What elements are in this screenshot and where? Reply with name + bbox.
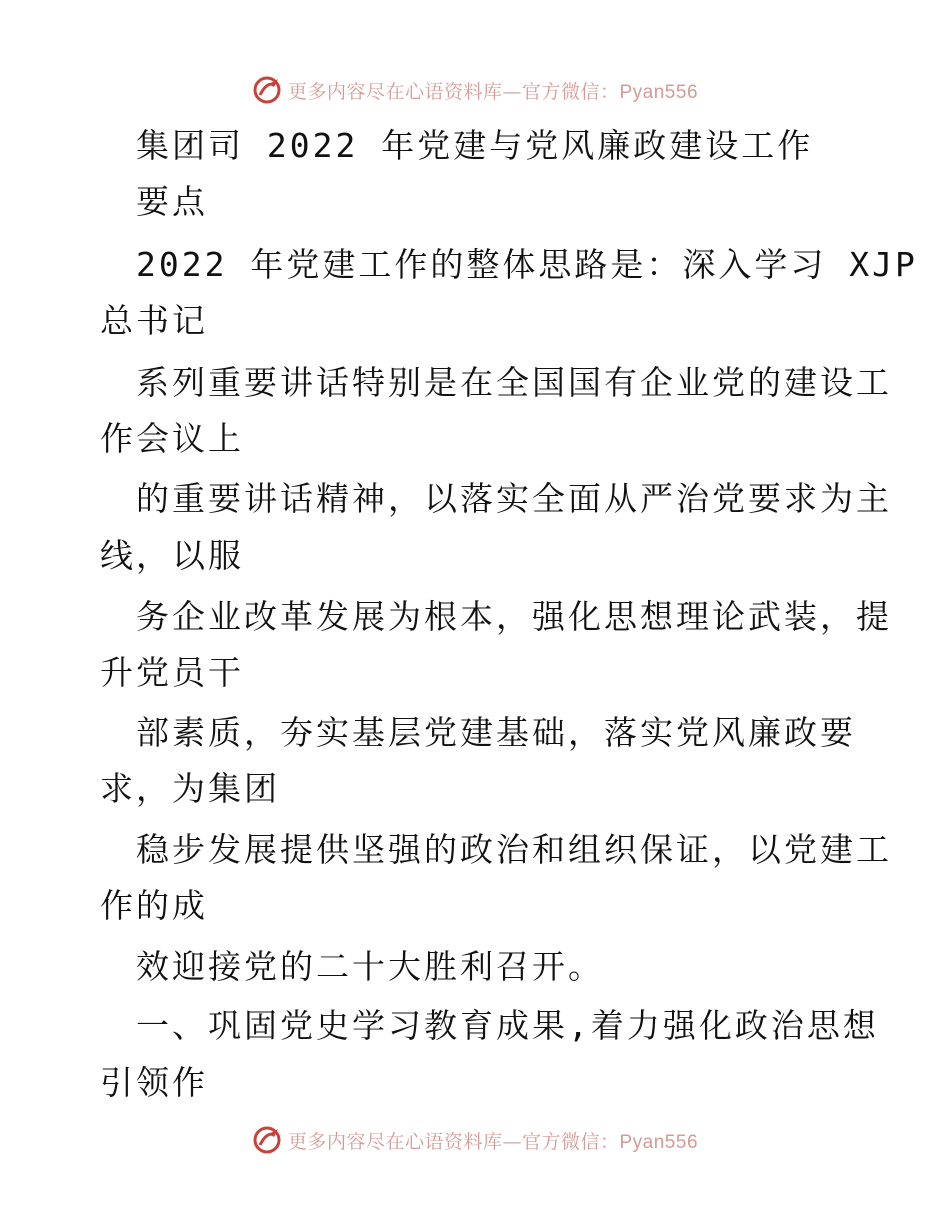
- paragraph-line: 的重要讲话精神，以落实全面从严治党要求为主: [136, 479, 892, 518]
- paragraph-line: 稳步发展提供坚强的政治和组织保证，以党建工: [136, 830, 892, 869]
- watermark-text: [288, 1127, 698, 1154]
- watermark-dash: —: [502, 80, 522, 103]
- footer-watermark: [0, 1120, 950, 1160]
- paragraph-line: 效迎接党的二十大胜利召开。: [136, 947, 604, 986]
- paragraph-line: 线，以服: [100, 536, 244, 575]
- section-heading-line: 引领作: [100, 1063, 208, 1102]
- watermark-official-label: 官方微信：: [521, 80, 620, 103]
- watermark-main-text: 更多内容尽在心语资料库: [287, 80, 503, 103]
- section-heading-line: 一、巩固党史学习教育成果,着力强化政治思想: [136, 1006, 879, 1045]
- header-watermark: [0, 70, 950, 110]
- paragraph-line: 求，为集团: [100, 769, 280, 808]
- watermark-main-text: 更多内容尽在心语资料库: [287, 1130, 503, 1153]
- paragraph-line: 部素质，夯实基层党建基础，落实党风廉政要: [136, 713, 856, 752]
- library-logo-icon: [252, 75, 282, 105]
- doc-title-line-1: 集团司 2022 年党建与党风廉政建设工作: [136, 126, 814, 165]
- paragraph-line: 总书记: [100, 301, 208, 340]
- paragraph-line: 系列重要讲话特别是在全国国有企业党的建设工: [136, 363, 892, 402]
- paragraph-line: 2022 年党建工作的整体思路是：深入学习 XJP: [136, 245, 918, 284]
- paragraph-line: 升党员干: [100, 653, 244, 692]
- library-logo-icon: [252, 1125, 282, 1155]
- watermark-account: Pyan556: [619, 1131, 699, 1153]
- paragraph-line: 务企业改革发展为根本，强化思想理论武装，提: [136, 597, 892, 636]
- paragraph-line: 作会议上: [100, 419, 244, 458]
- watermark-dash: —: [502, 1130, 522, 1153]
- doc-title-line-2: 要点: [136, 182, 208, 221]
- paragraph-line: 作的成: [100, 886, 208, 925]
- watermark-account: Pyan556: [619, 81, 699, 103]
- watermark-official-label: 官方微信：: [521, 1130, 620, 1153]
- watermark-text: [288, 77, 698, 104]
